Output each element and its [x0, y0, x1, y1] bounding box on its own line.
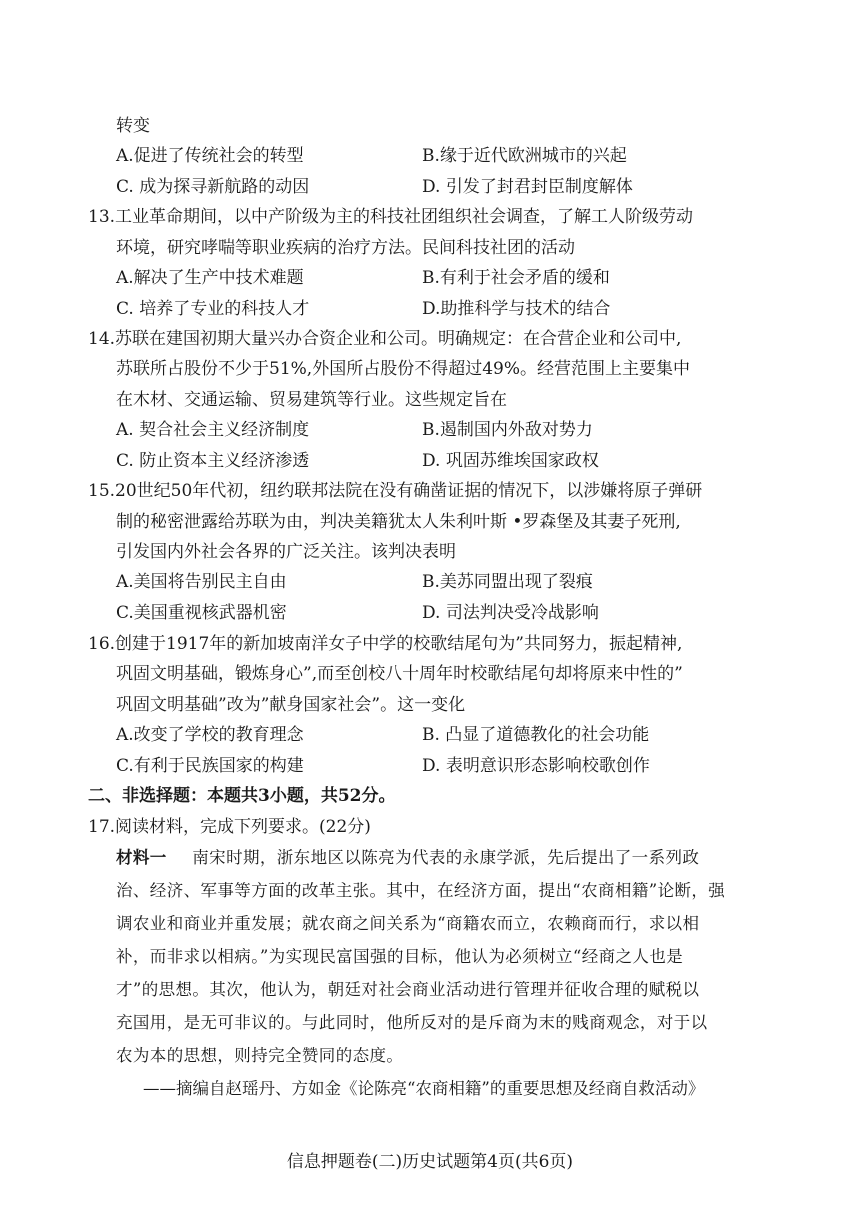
q16-stem-line1: 16.创建于1917年的新加坡南洋女子中学的校歌结尾句为”共同努力，振起精神,	[88, 634, 683, 654]
q16-stem-line2: 巩固文明基础，锻炼身心”,而至创校八十周年时校歌结尾句却将原来中性的”	[116, 664, 683, 684]
q14-option-b: B.遏制国内外敌对势力	[422, 420, 593, 440]
material-line-1: 材料一 南宋时期，浙东地区以陈亮为代表的永康学派，先后提出了一系列政	[116, 848, 700, 867]
q15-stem-line1: 15.20世纪50年代初，纽约联邦法院在没有确凿证据的情况下，以涉嫌将原子弹研	[88, 481, 703, 501]
q14-stem-line2: 苏联所占股份不少于51%,外国所占股份不得超过49%。经营范围上主要集中	[116, 359, 690, 379]
q16-option-c: C.有利于民族国家的构建	[116, 756, 304, 776]
q14-option-c: C. 防止资本主义经济渗透	[116, 451, 310, 471]
q13-option-a: A.解决了生产中技术难题	[116, 268, 304, 288]
q15-stem-line2: 制的秘密泄露给苏联为由，判决美籍犹太人朱利叶斯 •罗森堡及其妻子死刑,	[116, 512, 681, 532]
q16-option-d: D. 表明意识形态影响校歌创作	[422, 756, 650, 776]
material-line-4: 补，而非求以相病。”为实现民富国强的目标，他认为必须树立“经商之人也是	[116, 947, 684, 966]
q13-option-c: C. 培养了专业的科技人才	[116, 299, 310, 319]
q14-stem-line1: 14.苏联在建国初期大量兴办合资企业和公司。明确规定：在合营企业和公司中,	[88, 329, 682, 349]
material-line-7: 农为本的思想，则持完全赞同的态度。	[116, 1046, 404, 1065]
q15-option-d: D. 司法判决受冷战影响	[422, 603, 599, 623]
q16-option-b: B. 凸显了道德教化的社会功能	[422, 725, 650, 745]
material-line-6: 充国用，是无可非议的。与此同时，他所反对的是斥商为末的贱商观念，对于以	[116, 1013, 708, 1032]
material-source: ——摘编自赵瑶丹、方如金《论陈亮“农商相籍”的重要思想及经商自救活动》	[143, 1079, 705, 1098]
q12-option-c: C. 成为探寻新航路的动因	[116, 177, 310, 197]
q17-stem: 17.阅读材料，完成下列要求。(22分)	[88, 817, 371, 837]
q14-option-d: D. 巩固苏维埃国家政权	[422, 451, 599, 471]
material-line-3: 调农业和商业并重发展；就农商之间关系为“商籍农而立，农赖商而行，求以相	[116, 914, 700, 933]
q13-option-b: B.有利于社会矛盾的缓和	[422, 268, 610, 288]
q12-option-d: D. 引发了封君封臣制度解体	[422, 177, 633, 197]
q13-option-d: D.助推科学与技术的结合	[422, 299, 611, 319]
q16-option-a: A.改变了学校的教育理念	[116, 725, 304, 745]
q12-option-b: B.缘于近代欧洲城市的兴起	[422, 146, 627, 166]
q12-option-a: A.促进了传统社会的转型	[116, 146, 304, 166]
q14-stem-line3: 在木材、交通运输、贸易建筑等行业。这些规定旨在	[116, 390, 507, 410]
q15-option-b: B.美苏同盟出现了裂痕	[422, 572, 593, 592]
q12-continuation: 转变	[116, 116, 150, 136]
q15-option-a: A.美国将告别民主自由	[116, 572, 287, 592]
q13-stem-line2: 环境，研究哮喘等职业疾病的治疗方法。民间科技社团的活动	[116, 238, 575, 258]
page-footer: 信息押题卷(二)历史试题第4页(共6页)	[286, 1152, 574, 1172]
q15-stem-line3: 引发国内外社会各界的广泛关注。该判决表明	[116, 542, 456, 562]
q16-stem-line3: 巩固文明基础”改为”献身国家社会”。这一变化	[116, 695, 466, 715]
material-line-2: 治、经济、军事等方面的改革主张。其中，在经济方面，提出“农商相籍”论断，强	[116, 881, 726, 900]
material-line-5: 才”的思想。其次，他认为，朝廷对社会商业活动进行管理并征收合理的赋税以	[116, 980, 700, 999]
q15-option-c: C.美国重视核武器机密	[116, 603, 287, 623]
section-heading: 二、非选择题：本题共3小题，共52分。	[88, 786, 396, 806]
material-label: 材料一	[116, 848, 167, 867]
q13-stem-line1: 13.工业革命期间，以中产阶级为主的科技社团组织社会调查，了解工人阶级劳动	[88, 207, 694, 227]
q14-option-a: A. 契合社会主义经济制度	[116, 420, 310, 440]
